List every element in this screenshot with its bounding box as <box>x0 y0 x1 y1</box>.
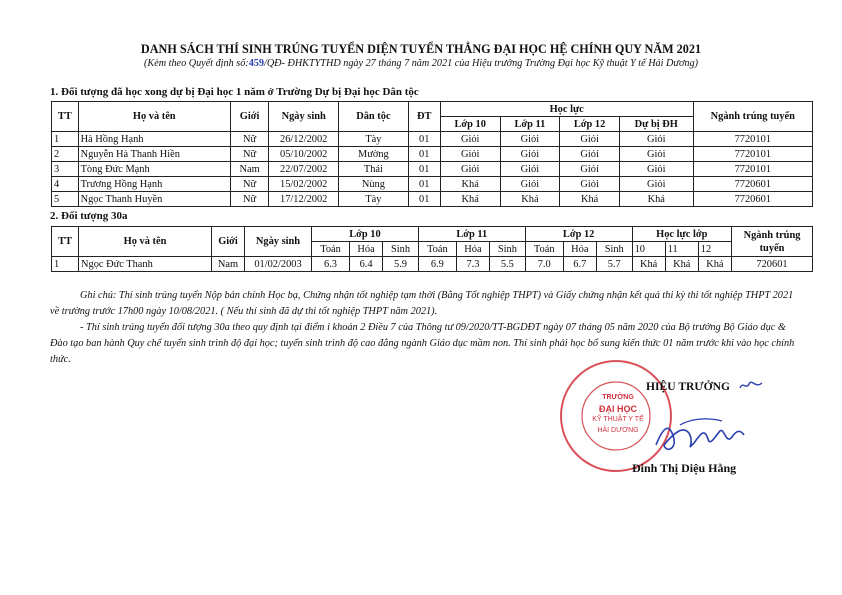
cell-dt: 01 <box>408 177 440 192</box>
cell-gender: Nữ <box>230 132 268 147</box>
cell-score: 7.0 <box>525 257 563 272</box>
section1-table <box>51 101 813 207</box>
header-hoa: Hóa <box>350 242 383 257</box>
cell-score: 6.4 <box>350 257 383 272</box>
cell-dob: 26/12/2002 <box>269 132 339 147</box>
header-sinh: Sinh <box>383 242 419 257</box>
header-toan: Toán <box>418 242 456 257</box>
cell-dubi: Giỏi <box>619 132 693 147</box>
cell-score: 7.3 <box>456 257 489 272</box>
cell-rank: Khá <box>665 257 698 272</box>
cell-l10: Khá <box>440 192 500 207</box>
cell-tt: 2 <box>52 147 79 162</box>
decision-number: 459 <box>248 58 264 69</box>
header-lop10: Lớp 10 <box>312 227 419 242</box>
cell-dubi: Giỏi <box>619 147 693 162</box>
header-sinh: Sinh <box>490 242 526 257</box>
cell-score: 6.9 <box>418 257 456 272</box>
header-name: Họ và tên <box>78 102 230 132</box>
cell-tt: 1 <box>52 257 79 272</box>
section2-table <box>51 226 813 272</box>
header-dubi: Dự bị ĐH <box>619 117 693 132</box>
cell-major: 7720601 <box>693 192 812 207</box>
header-hoc-luc-lop: Học lực lớp <box>632 227 731 242</box>
cell-name: Tòng Đức Mạnh <box>78 162 230 177</box>
header-grade-12: 12 <box>698 242 731 257</box>
cell-l11: Khá <box>500 192 560 207</box>
cell-dubi: Giỏi <box>619 177 693 192</box>
handwritten-signature-icon <box>650 405 750 465</box>
cell-major: 7720101 <box>693 162 812 177</box>
stamp-text-4: HẢI DƯƠNG <box>597 427 639 434</box>
header-gender: Giới <box>230 102 268 132</box>
cell-l11: Giỏi <box>500 162 560 177</box>
header-lop12: Lớp 12 <box>560 117 620 132</box>
subtitle-suffix: /QĐ- ĐHKTYTHD ngày 27 tháng 7 năm 2021 của Hiệu trưởng Trường Đại học Kỹ thuật Y tế Hải Dương) <box>263 58 698 69</box>
cell-gender: Nữ <box>230 177 268 192</box>
header-toan: Toán <box>312 242 350 257</box>
table-row <box>52 162 813 177</box>
cell-name: Nguyễn Hà Thanh Hiền <box>78 147 230 162</box>
table-header-row <box>52 102 813 117</box>
subtitle-prefix: (Kèm theo Quyết định số: <box>144 58 249 69</box>
header-dt: ĐT <box>408 102 440 132</box>
cell-l11: Giỏi <box>500 132 560 147</box>
cell-gender: Nữ <box>230 147 268 162</box>
stamp-text-1: TRƯỜNG <box>602 394 634 401</box>
document-subtitle <box>0 58 842 69</box>
cell-dob: 05/10/2002 <box>269 147 339 162</box>
cell-major: 7720101 <box>693 147 812 162</box>
cell-gender: Nam <box>230 162 268 177</box>
cell-l11: Giỏi <box>500 147 560 162</box>
cell-major: 7720101 <box>693 132 812 147</box>
header-gender: Giới <box>212 227 245 257</box>
table-row <box>52 147 813 162</box>
signer-title: HIỆU TRƯỞNG <box>646 380 731 393</box>
header-grade-11: 11 <box>665 242 698 257</box>
cell-tt: 1 <box>52 132 79 147</box>
table-row <box>52 132 813 147</box>
cell-l12: Khá <box>560 192 620 207</box>
header-grade-10: 10 <box>632 242 665 257</box>
cell-ethnic: Tày <box>339 132 408 147</box>
header-dob: Ngày sinh <box>269 102 339 132</box>
cell-dob: 01/02/2003 <box>245 257 312 272</box>
cell-rank: Khá <box>632 257 665 272</box>
note-paragraph-2: - Thí sinh trúng tuyển đối tượng 30a theo quy định tại điểm i khoản 2 Điều 7 của Thông tư 09/2020/TT-BGDĐT ngày 07 tháng 05 năm 2020 của Bộ trưởng Bộ Giáo dục & Đào tạo ban hành Quy chế tuyển sinh trình độ đại học; tuyển sinh trình độ cao đẳng ngành Giáo dục mầm non. Thí sinh phải học bổ sung kiến thức 01 năm trước khi vào học chính thức. <box>50 322 795 365</box>
cell-name: Hà Hồng Hạnh <box>78 132 230 147</box>
section2-title: 2. Đối tượng 30a <box>50 210 128 222</box>
cell-dt: 01 <box>408 147 440 162</box>
document-title: DANH SÁCH THÍ SINH TRÚNG TUYỂN DIỆN TUYỂN THẲNG ĐẠI HỌC HỆ CHÍNH QUY NĂM 2021 <box>140 42 702 56</box>
cell-dt: 01 <box>408 132 440 147</box>
cell-score: 5.5 <box>490 257 526 272</box>
cell-name: Ngọc Đức Thanh <box>79 257 212 272</box>
cell-l10: Giỏi <box>440 132 500 147</box>
table-row <box>52 177 813 192</box>
cell-dubi: Giỏi <box>619 162 693 177</box>
cell-ethnic: Thái <box>339 162 408 177</box>
header-lop10: Lớp 10 <box>440 117 500 132</box>
header-major: Ngành trúng tuyển <box>693 102 812 132</box>
header-lop11: Lớp 11 <box>418 227 525 242</box>
stamp-text-2: ĐẠI HỌC <box>599 404 637 414</box>
header-hoa: Hóa <box>456 242 489 257</box>
cell-major: 720601 <box>732 257 813 272</box>
header-tt: TT <box>52 102 79 132</box>
cell-score: 5.7 <box>596 257 632 272</box>
cell-l12: Giỏi <box>560 132 620 147</box>
cell-score: 6.3 <box>312 257 350 272</box>
cell-tt: 3 <box>52 162 79 177</box>
cell-gender: Nam <box>212 257 245 272</box>
cell-dt: 01 <box>408 192 440 207</box>
cell-score: 6.7 <box>563 257 596 272</box>
cell-l10: Khá <box>440 177 500 192</box>
cell-score: 5.9 <box>383 257 419 272</box>
cell-dubi: Khá <box>619 192 693 207</box>
section1-title: 1. Đối tượng đã học xong dự bị Đại học 1 năm ở Trường Dự bị Đại học Dân tộc <box>50 86 419 98</box>
header-ethnic: Dân tộc <box>339 102 408 132</box>
cell-gender: Nữ <box>230 192 268 207</box>
initials-mark-icon <box>738 378 764 392</box>
cell-ethnic: Nùng <box>339 177 408 192</box>
header-sinh: Sinh <box>596 242 632 257</box>
header-hoc-luc: Học lực <box>440 102 693 117</box>
cell-ethnic: Tày <box>339 192 408 207</box>
header-dob: Ngày sinh <box>245 227 312 257</box>
cell-l12: Giỏi <box>560 177 620 192</box>
cell-l12: Giỏi <box>560 147 620 162</box>
signer-name: Đinh Thị Diệu Hằng <box>632 461 737 475</box>
cell-rank: Khá <box>698 257 731 272</box>
cell-dt: 01 <box>408 162 440 177</box>
cell-l10: Giỏi <box>440 162 500 177</box>
header-hoa: Hóa <box>563 242 596 257</box>
cell-tt: 5 <box>52 192 79 207</box>
cell-major: 7720601 <box>693 177 812 192</box>
cell-l12: Giỏi <box>560 162 620 177</box>
header-tt: TT <box>52 227 79 257</box>
table-row <box>52 192 813 207</box>
cell-ethnic: Mường <box>339 147 408 162</box>
note-paragraph-1: Ghi chú: Thí sinh trúng tuyển Nộp bản chính Học bạ, Chứng nhận tốt nghiệp tạm thời (Bằng Tốt nghiệp THPT) và Giấy chứng nhận kết quả thi kỳ thi tốt nghiệp THPT 2021 về trường trước 17h00 ngày 10/08/2021. ( Nếu thí sinh đã dự thi tốt nghiệp THPT năm 2021). <box>50 290 794 317</box>
cell-name: Ngọc Thanh Huyền <box>78 192 230 207</box>
cell-name: Trương Hồng Hạnh <box>78 177 230 192</box>
cell-l11: Giỏi <box>500 177 560 192</box>
header-toan: Toán <box>525 242 563 257</box>
header-lop11: Lớp 11 <box>500 117 560 132</box>
table-header-row <box>52 227 813 242</box>
cell-l10: Giỏi <box>440 147 500 162</box>
header-major: Ngành trúng tuyển <box>732 227 813 257</box>
stamp-text-3: KỸ THUẬT Y TẾ <box>592 416 644 423</box>
header-lop12: Lớp 12 <box>525 227 632 242</box>
table-row <box>52 257 813 272</box>
cell-dob: 15/02/2002 <box>269 177 339 192</box>
cell-tt: 4 <box>52 177 79 192</box>
cell-dob: 22/07/2002 <box>269 162 339 177</box>
cell-dob: 17/12/2002 <box>269 192 339 207</box>
header-name: Họ và tên <box>79 227 212 257</box>
